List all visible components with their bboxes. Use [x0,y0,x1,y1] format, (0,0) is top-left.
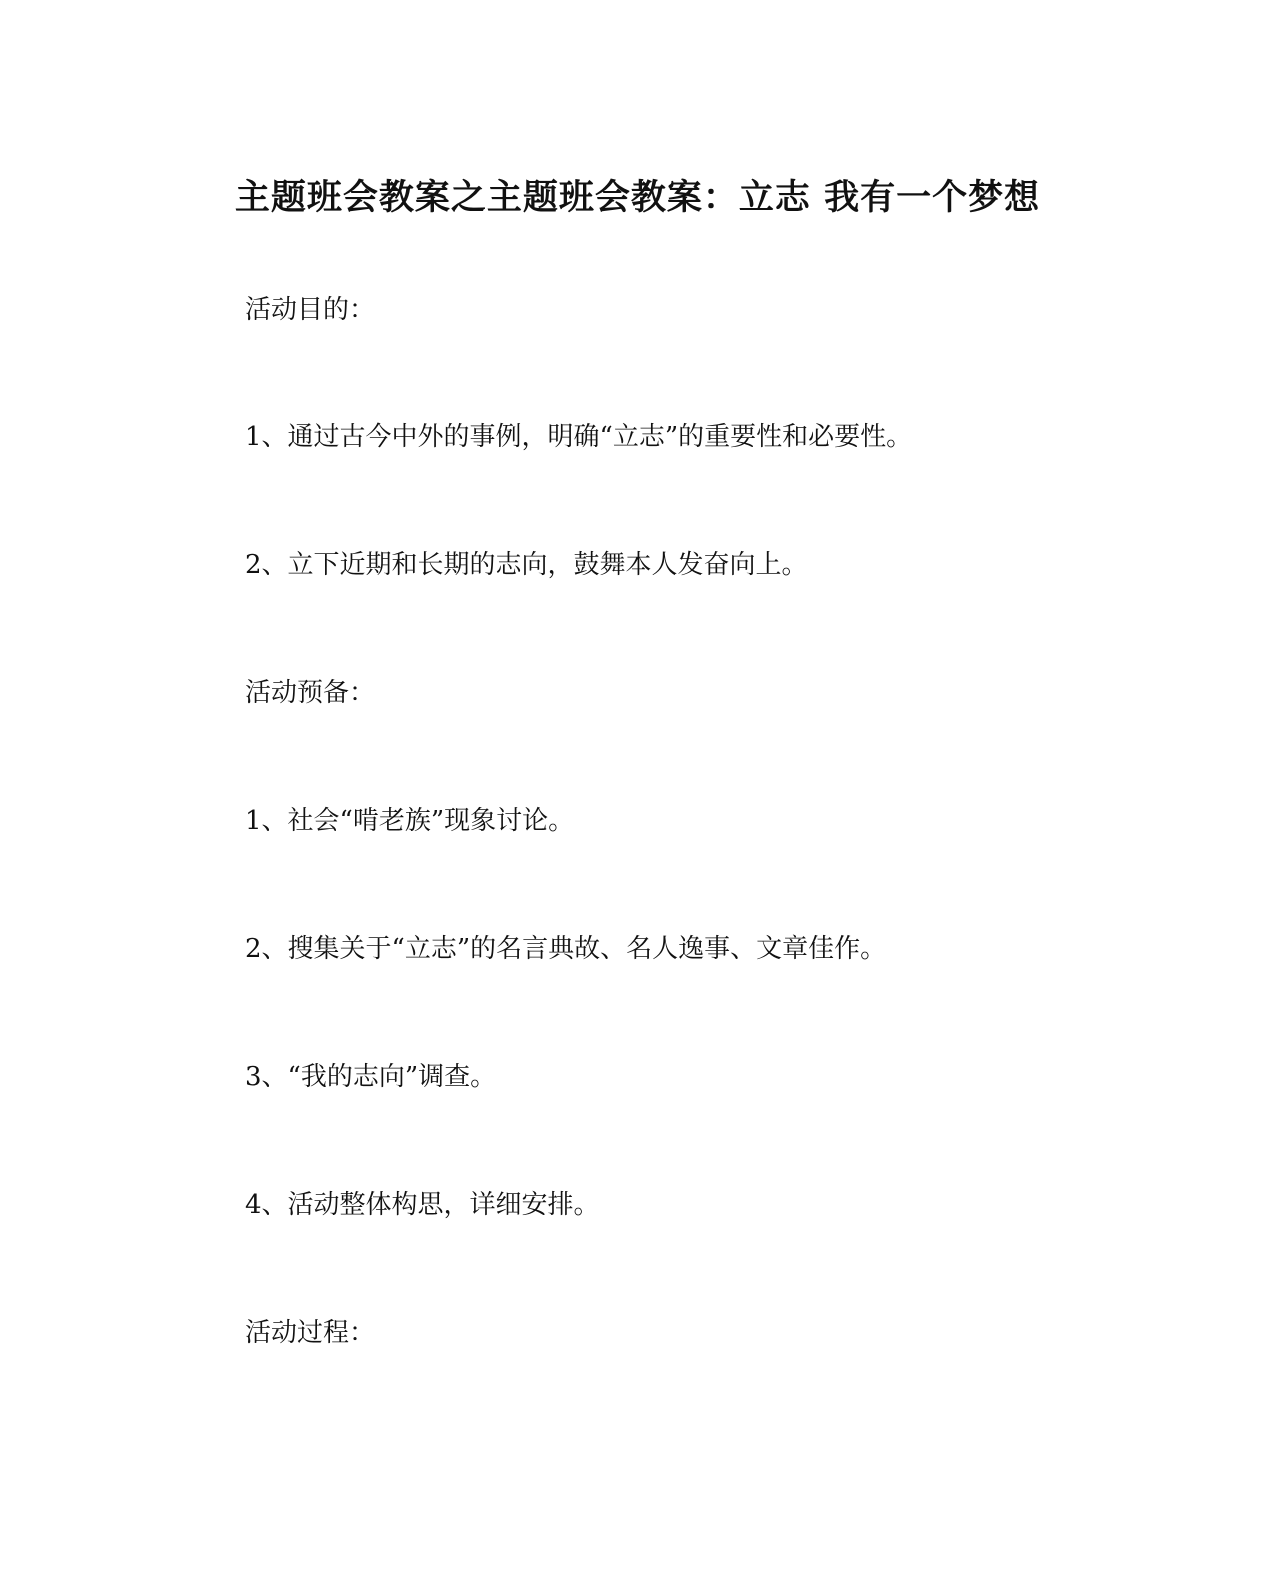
paragraph-preparation-3: 3、“我的志向”调查。 [245,1062,497,1092]
paragraph-preparation-1: 1、社会“啃老族”现象讨论。 [245,806,575,836]
section-heading-preparation: 活动预备： [245,678,376,708]
document-title: 主题班会教案之主题班会教案：立志 我有一个梦想 [234,177,1041,218]
paragraph-purpose-1: 1、通过古今中外的事例，明确“立志”的重要性和必要性。 [245,422,913,452]
section-heading-process: 活动过程： [245,1318,376,1348]
paragraph-preparation-4: 4、活动整体构思，详细安排。 [245,1190,600,1220]
paragraph-purpose-2: 2、立下近期和长期的志向，鼓舞本人发奋向上。 [245,550,808,580]
section-heading-purpose: 活动目的： [245,295,376,325]
paragraph-preparation-2: 2、搜集关于“立志”的名言典故、名人逸事、文章佳作。 [245,934,887,964]
